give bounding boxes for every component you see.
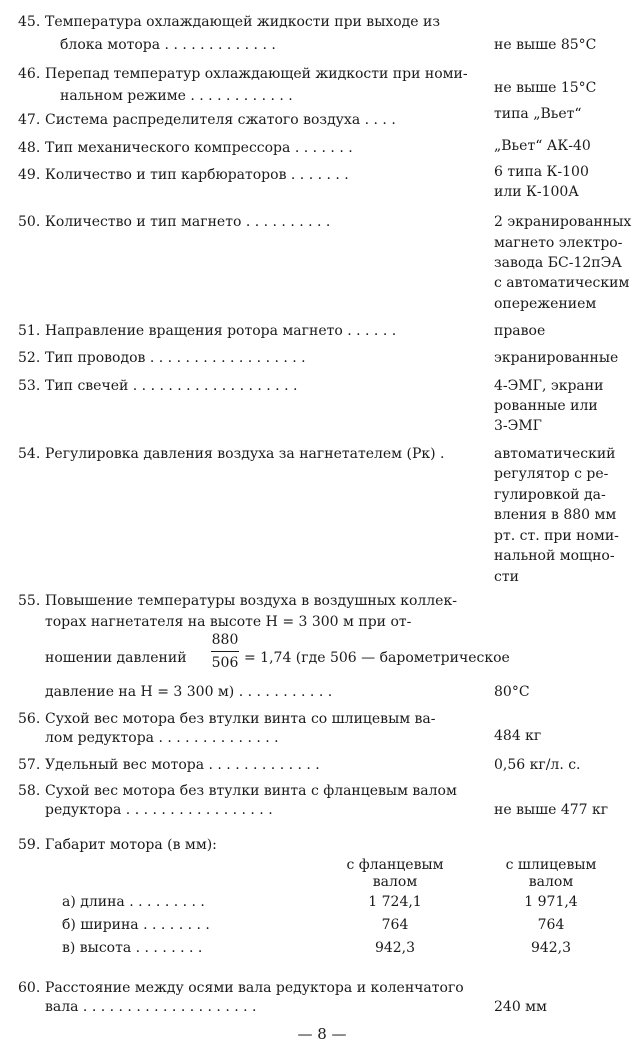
item-value: 3-ЭМГ [494,418,542,434]
item-number: 59. [18,837,41,853]
item-value: регулятор с ре- [494,466,609,482]
item-value: рт. ст. при номи- [494,528,619,544]
item-number: 47. [18,112,41,128]
item-number: 53. [18,378,41,394]
item-number: 50. [18,214,41,230]
dims-row-value: 1 724,1 [368,894,422,910]
dims-col2-header: валом [528,874,574,890]
fraction-prefix: ношении давлений [45,650,187,666]
fraction-line [211,651,239,652]
item-value: магнето электро- [494,235,623,251]
item-value: сти [494,569,519,585]
item-number: 48. [18,140,41,156]
item-number: 51. [18,323,41,339]
item-number: 45. [18,14,41,30]
fraction-denominator: 506 [211,655,239,671]
fraction-suffix: = 1,74 (где 506 — барометрическое [244,650,510,666]
item-value: не выше 15°С [494,80,597,96]
item-label-line: Сухой вес мотора без втулки винта со шлицевым ва- [45,711,436,727]
page-number: — 8 — [297,1025,347,1043]
item-label-line: Количество и тип магнето . . . . . . . . . . [45,214,331,230]
item-number: 52. [18,350,41,366]
dims-col1-header: валом [372,874,418,890]
item-value: нальной мощно- [494,548,615,564]
item-label-line: Тип свечей . . . . . . . . . . . . . . . . . . . [45,378,298,394]
item-label-line: Расстояние между осями вала редуктора и коленчатого [45,980,464,996]
item-value: 6 типа К-100 [494,164,589,180]
item-value: гулировкой да- [494,487,606,503]
item-value: не выше 477 кг [494,802,609,818]
item-value: или К-100А [494,184,579,200]
item-value: автоматический [494,446,616,462]
item-value: 2 экранированных [494,214,632,230]
item-label-line: Тип проводов . . . . . . . . . . . . . . . . . . [45,350,306,366]
item-number: 57. [18,757,41,773]
item-value: 240 мм [494,999,547,1015]
item-label-line: Тип механического компрессора . . . . . . . [45,140,353,156]
dims-row-value: 942,3 [530,940,572,956]
item-value: 4-ЭМГ, экрани [494,378,604,394]
item-label-line: Направление вращения ротора магнето . . . . . . [45,323,397,339]
item-value: экранированные [494,350,619,366]
dims-row-label: б) ширина . . . . . . . . [62,917,210,933]
dims-col2-header: с шлицевым [505,857,597,873]
item-number: 54. [18,446,41,462]
item-value: 80°С [494,684,530,700]
item-label-line: Удельный вес мотора . . . . . . . . . . . . . [45,757,320,773]
item-label-line: давление на Н = 3 300 м) . . . . . . . . . . . [45,684,333,700]
item-number: 55. [18,593,41,609]
dims-row-label: а) длина . . . . . . . . . [62,894,205,910]
item-label-line: редуктора . . . . . . . . . . . . . . . . . [45,802,273,818]
item-label-line: нальном режиме . . . . . . . . . . . . [60,88,293,104]
item-label-line: Повышение температуры воздуха в воздушных коллек- [45,593,457,609]
item-value: завода БС-12пЭА [494,255,622,271]
item-value: правое [494,323,546,339]
item-label-line: лом редуктора . . . . . . . . . . . . . . [45,730,279,746]
fraction-numerator: 880 [211,632,239,648]
item-label-line: Регулировка давления воздуха за нагнетателем (Pк) . [45,446,445,462]
item-label-line: Температура охлаждающей жидкости при выходе из [45,14,440,30]
item-value: „Вьет“ АК-40 [494,138,591,154]
item-value: 0,56 кг/л. с. [494,757,581,773]
item-label-line: блока мотора . . . . . . . . . . . . . [60,37,276,53]
item-value: с автоматическим [494,275,630,291]
item-label-line: Количество и тип карбюраторов . . . . . . . [45,167,349,183]
dims-row-value: 942,3 [374,940,416,956]
item-label-line: Система распределителя сжатого воздуха . . . . [45,112,396,128]
dims-row-label: в) высота . . . . . . . . [62,940,203,956]
item-label-line: торах нагнетателя на высоте Н = 3 300 м при от- [45,614,412,630]
item-value: не выше 85°С [494,37,597,53]
item-label-line: Сухой вес мотора без втулки винта с фланцевым валом [45,783,457,799]
item-label-line: вала . . . . . . . . . . . . . . . . . . . . [45,999,257,1015]
dims-row-value: 764 [381,917,409,933]
item-value: опережением [494,296,597,312]
item-value: типа „Вьет“ [494,106,582,122]
item-number: 49. [18,167,41,183]
item-label-line: Перепад температур охлаждающей жидкости при номи- [45,66,468,82]
dims-col1-header: с фланцевым [346,857,444,873]
item-number: 46. [18,66,41,82]
item-value: вления в 880 мм [494,507,617,523]
item-number: 56. [18,711,41,727]
item-value: рованные или [494,398,598,414]
dims-row-value: 764 [537,917,565,933]
item-number: 58. [18,783,41,799]
item-value: 484 кг [494,728,542,744]
item-number: 60. [18,980,41,996]
item-label-line: Габарит мотора (в мм): [45,837,217,853]
dims-row-value: 1 971,4 [524,894,578,910]
